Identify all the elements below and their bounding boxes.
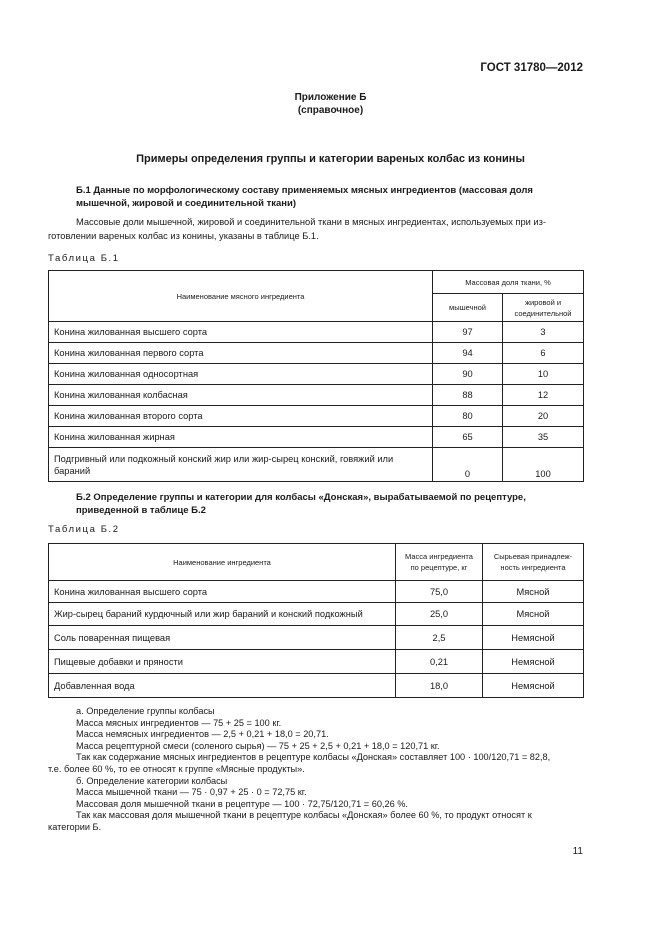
table-row <box>49 385 584 406</box>
table-row <box>49 406 584 427</box>
mass-value: 25,0 <box>396 603 483 626</box>
table-row <box>49 448 584 482</box>
ingredient-type: Немясной <box>483 650 584 674</box>
table1-header-muscle: мышечной <box>433 294 503 322</box>
standard-number: ГОСТ 31780—2012 <box>480 62 583 74</box>
mass-value: 0,21 <box>396 650 483 674</box>
table-row <box>49 364 584 385</box>
ingredient-name: Пищевые добавки и пряности <box>49 650 396 674</box>
table1 <box>48 270 584 482</box>
table2-caption: Таблица Б.2 <box>48 524 120 535</box>
table-row <box>49 343 584 364</box>
ingredient-name: Конина жилованная второго сорта <box>49 406 433 427</box>
table2-header-name: Наименование ингредиента <box>49 544 396 581</box>
ingredient-name: Конина жилованная жирная <box>49 427 433 448</box>
ingredient-type: Немясной <box>483 674 584 698</box>
mass-value: 2,5 <box>396 626 483 650</box>
table1-header-group: Массовая доля ткани, % <box>433 271 584 294</box>
ingredient-name: Добавленная вода <box>49 674 396 698</box>
calculation-text: а. Определение группы колбасы Масса мясных ингредиентов — 75 + 25 = 100 кг. Масса немясных ингредиентов — 2,5 + 0,21 + 18,0 = 20,71. Масса рецептурной смеси (соленого сырья) — 75 + 25 + 2,5 + 0,21 + 18,0 = 120,71 кг. Так как содержание мясных ингредиентов в рецептуре колбасы «Донская» составляет 100 · 100/120,71 = 82,8, т.е. более 60 %, то ее относят к группе «Мясные продукты». б. Определение категории колбасы Масса мышечной ткани — 75 · 0,97 + 25 · 0 = 72,75 кг. Массовая доля мышечной ткани в рецептуре — 100 · 72,75/120,71 = 60,26 %. Так как массовая доля мышечной ткани в рецептуре колбасы «Донская» более 60 %, то продукт относят к категории Б. <box>48 706 551 832</box>
table-row <box>49 674 584 698</box>
fat-value: 100 <box>503 448 584 482</box>
table-row <box>49 603 584 626</box>
mass-value: 75,0 <box>396 581 483 603</box>
page-number: 11 <box>572 846 583 857</box>
ingredient-name: Конина жилованная высшего сорта <box>49 322 433 343</box>
muscle-value: 80 <box>433 406 503 427</box>
ingredient-type: Немясной <box>483 626 584 650</box>
fat-value: 10 <box>503 364 584 385</box>
muscle-value: 90 <box>433 364 503 385</box>
table2-header-type: Сырьевая принадлеж- ность ингредиента <box>483 544 584 581</box>
ingredient-name: Подгривный или подкожный конский жир или жир-сырец конский, говяжий или бараний <box>49 448 433 482</box>
ingredient-name: Жир-сырец бараний курдючный или жир бараний и конский подкожный <box>49 603 396 626</box>
ingredient-type: Мясной <box>483 581 584 603</box>
ingredient-name: Конина жилованная высшего сорта <box>49 581 396 603</box>
appendix-subtitle: (справочное) <box>297 105 364 116</box>
section2-heading: Б.2 Определение группы и категории для колбасы «Донская», вырабатываемой по рецептуре, приведенной в таблице Б.2 <box>76 492 526 516</box>
table-row <box>49 650 584 674</box>
table1-header-fat: жировой и соединительной <box>503 294 584 322</box>
ingredient-name: Соль поваренная пищевая <box>49 626 396 650</box>
fat-value: 6 <box>503 343 584 364</box>
mass-value: 18,0 <box>396 674 483 698</box>
fat-value: 12 <box>503 385 584 406</box>
table1-header-name: Наименование мясного ингредиента <box>49 271 433 322</box>
table-row <box>49 626 584 650</box>
fat-value: 20 <box>503 406 584 427</box>
muscle-value: 97 <box>433 322 503 343</box>
muscle-value: 65 <box>433 427 503 448</box>
table-row <box>49 322 584 343</box>
main-title: Примеры определения группы и категории вареных колбас из конины <box>136 153 525 165</box>
muscle-value: 94 <box>433 343 503 364</box>
section1-heading: Б.1 Данные по морфологическому составу применяемых мясных ингредиентов (массовая доля мышечной, жировой и соединительной ткани) <box>76 185 533 209</box>
table1-caption: Таблица Б.1 <box>48 253 120 264</box>
ingredient-name: Конина жилованная первого сорта <box>49 343 433 364</box>
ingredient-type: Мясной <box>483 603 584 626</box>
appendix-title: Приложение Б <box>294 92 367 103</box>
section1-paragraph: Массовые доли мышечной, жировой и соединительной ткани в мясных ингредиентах, используемых при из- готовлении вареных колбас из конины, указаны в таблице Б.1. <box>48 217 546 241</box>
muscle-value: 88 <box>433 385 503 406</box>
table2-header-mass: Масса ингредиента по рецептуре, кг <box>396 544 483 581</box>
fat-value: 35 <box>503 427 584 448</box>
ingredient-name: Конина жилованная односортная <box>49 364 433 385</box>
table-row <box>49 581 584 603</box>
table-row <box>49 427 584 448</box>
muscle-value: 0 <box>433 448 503 482</box>
ingredient-name: Конина жилованная колбасная <box>49 385 433 406</box>
fat-value: 3 <box>503 322 584 343</box>
table2 <box>48 543 584 698</box>
